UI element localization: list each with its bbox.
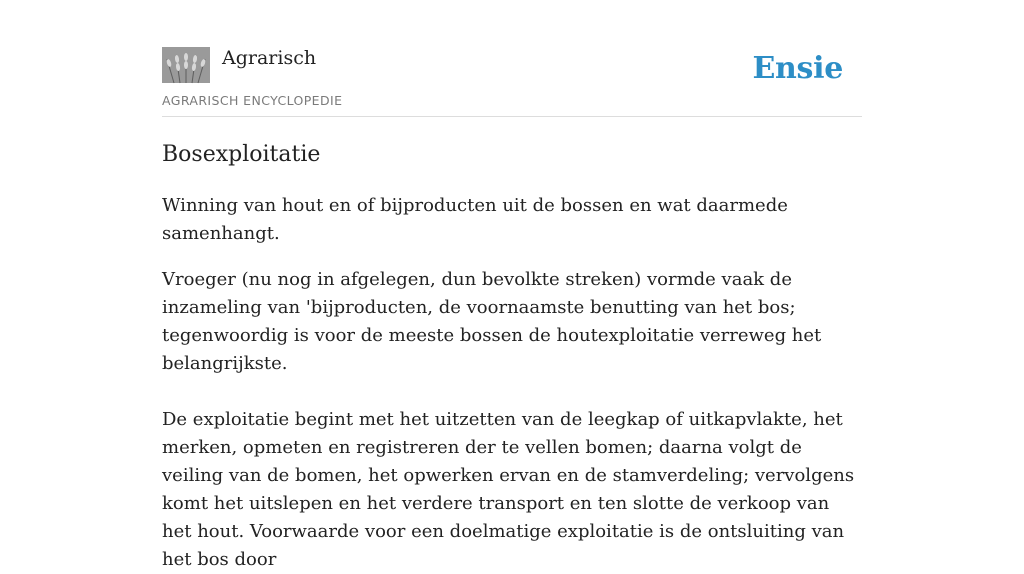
source-name[interactable]: Agrarisch (222, 47, 317, 69)
brand-logo[interactable]: Ensie (752, 51, 843, 86)
page-title: Bosexploitatie (162, 142, 321, 167)
article-body (162, 192, 862, 574)
lead-paragraph: Winning van hout en of bijproducten uit de bossen en wat daarmede samenhangt. (162, 195, 788, 244)
source-subtitle: AGRARISCH ENCYCLOPEDIE (162, 93, 343, 108)
article-container (162, 0, 862, 570)
body-paragraph: Vroeger (nu nog in afgelegen, dun bevolkte streken) vormde vaak de inzameling van 'bijproducten, de voornaamste benutting van het bos; tegenwoordig is voor de meeste bossen de houtexploitatie verreweg het belangrijkste. De exploitatie begint met het uitzetten van de leegkap of uitkapvlakte, het merken, opmeten en registreren der te vellen bomen; daarna volgt de veiling van de bomen, het opwerken ervan en de stamverdeling; vervolgens komt het uitslepen en het verdere transport en ten slotte de verkoop van het hout. Voorwaarde voor een doelmatige exploitatie is de ontsluiting van het bos door (162, 269, 855, 570)
wheat-icon[interactable] (162, 47, 210, 83)
header (162, 0, 862, 117)
